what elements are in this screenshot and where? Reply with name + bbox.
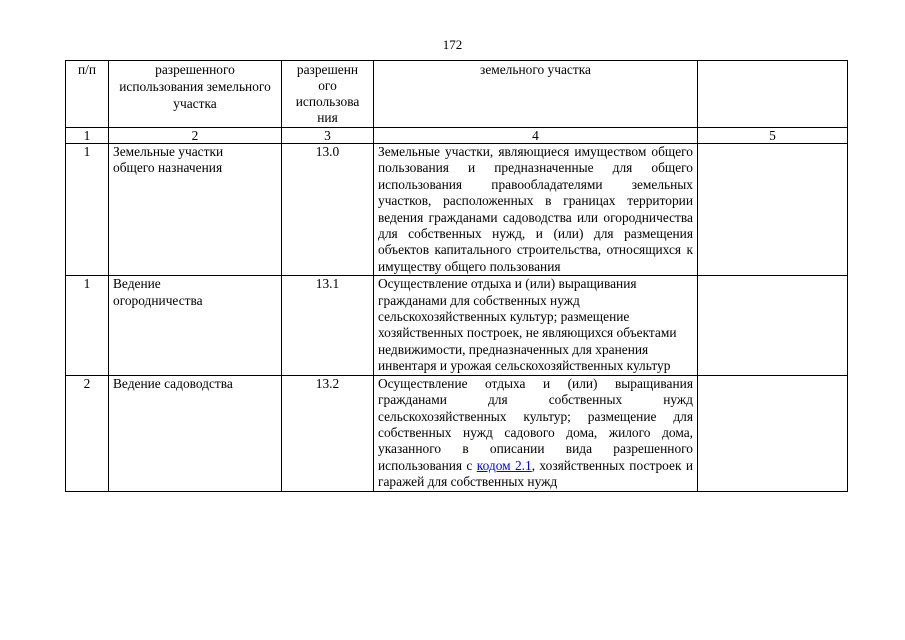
row-number: 1 xyxy=(66,144,109,276)
table-row xyxy=(66,276,848,375)
description-text: Осуществление отдыха и (или) выращивания гражданами для собственных нужд сельскохозяйственных культур; размещение для собственных нужд садового дома, жилого дома, указанного в описании вида разрешенного использования с xyxy=(378,375,693,473)
table-header-row xyxy=(66,61,848,128)
description-text-end: , хозяйственных построек и гаражей для собственных нужд xyxy=(378,457,693,490)
row-description: Осуществление отдыха и (или) выращивания гражданами для собственных нужд сельскохозяйственных культур; размещение хозяйственных построек, не являющихся объектами недвижимости, предназначенных для хранения инвентаря и урожая сельскохозяйственных культур xyxy=(374,276,698,375)
row-description: Земельные участки, являющиеся имуществом общего пользования и предназначенные для общего использования правообладателями земельных участков, расположенных в границах территории ведения гражданами садоводства или огородничества для собственных нужд, и (или) для размещения объектов капитального строительства, относящихся к имуществу общего пользования xyxy=(374,144,698,276)
row-code: 13.1 xyxy=(282,276,374,375)
column-number-3: 3 xyxy=(282,128,374,144)
header-col-5 xyxy=(698,61,848,128)
row-description xyxy=(374,375,698,491)
table-row xyxy=(66,144,848,276)
header-col-3-line-3: использова xyxy=(295,94,360,109)
header-col-1: п/п xyxy=(66,61,109,128)
row-number: 2 xyxy=(66,375,109,491)
header-col-3-line-1: разрешенн xyxy=(296,62,359,77)
header-col-4: земельного участка xyxy=(374,61,698,128)
header-col-3-line-4: ния xyxy=(317,110,338,125)
column-numbers-row xyxy=(66,128,848,144)
row-code: 13.2 xyxy=(282,375,374,491)
header-col-3 xyxy=(282,61,374,128)
column-number-4: 4 xyxy=(374,128,698,144)
row-number: 1 xyxy=(66,276,109,375)
page-number: 172 xyxy=(442,37,463,52)
row-note xyxy=(698,276,848,375)
land-use-table xyxy=(65,60,848,492)
column-number-5: 5 xyxy=(698,128,848,144)
table-row xyxy=(66,375,848,491)
row-name xyxy=(109,276,282,375)
row-name-line: Земельные участки xyxy=(113,144,224,159)
column-number-1: 1 xyxy=(66,128,109,144)
row-note xyxy=(698,144,848,276)
header-col-3-line-2: ого xyxy=(318,78,337,93)
column-number-2: 2 xyxy=(109,128,282,144)
header-col-2: разрешенного использования земельного участка xyxy=(109,61,282,128)
row-name-line: Ведение xyxy=(113,276,161,292)
row-name-line: огородничества xyxy=(113,292,203,308)
row-name xyxy=(109,144,282,276)
row-name-line: общего назначения xyxy=(113,160,223,176)
row-name-line: Ведение садоводства xyxy=(113,375,233,391)
code-2-1-link[interactable]: кодом 2.1 xyxy=(476,457,532,473)
row-note xyxy=(698,375,848,491)
row-code: 13.0 xyxy=(282,144,374,276)
row-name xyxy=(109,375,282,491)
